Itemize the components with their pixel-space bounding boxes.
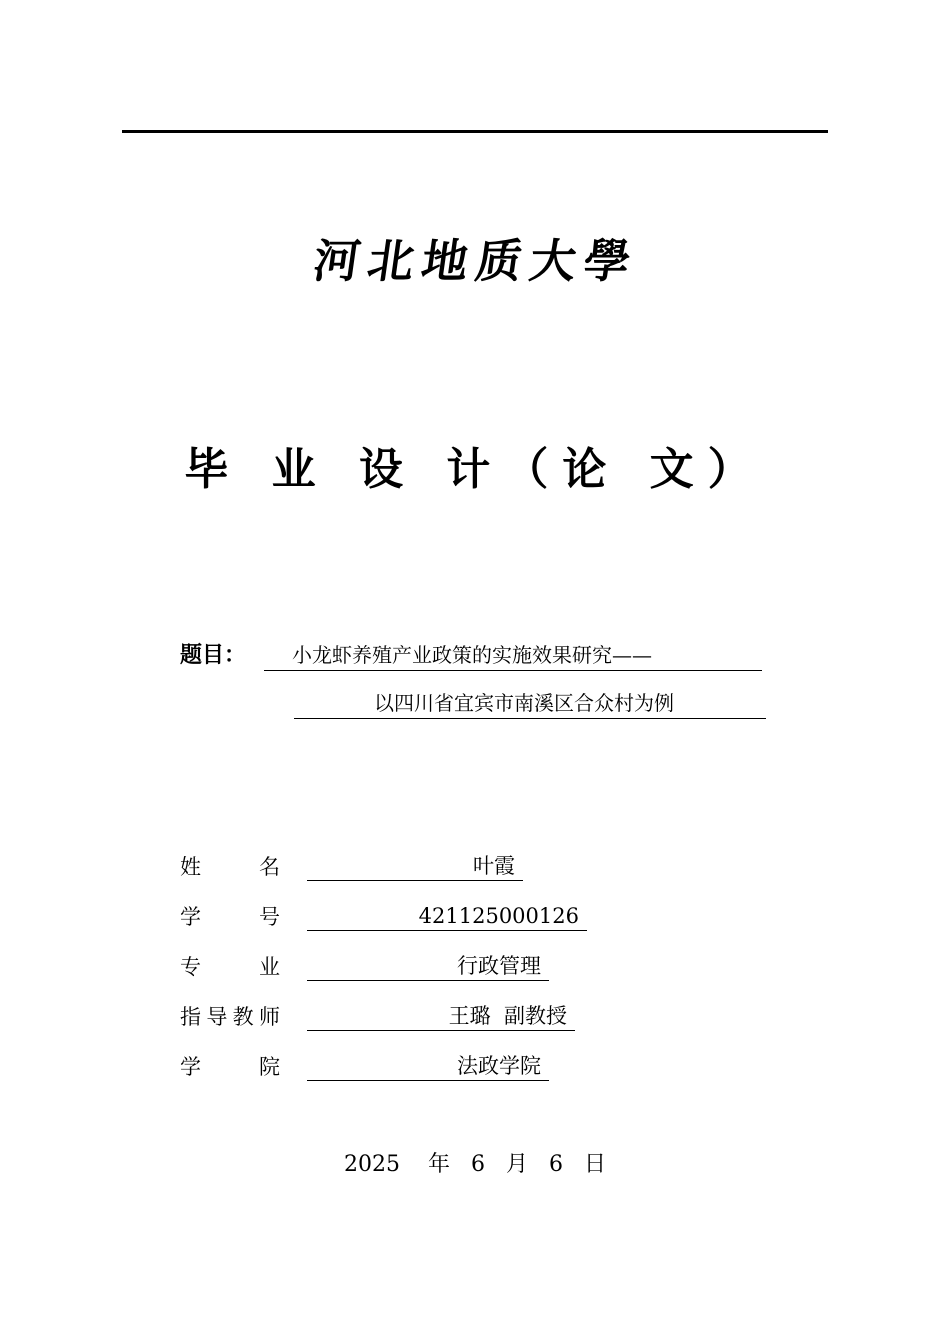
- date-year: 2025: [344, 1152, 401, 1177]
- advisor-value: 王璐 副教授: [307, 1002, 575, 1031]
- major-label-text: 专业: [180, 955, 280, 979]
- thesis-title: 毕 业 设 计（论 文）: [184, 444, 766, 495]
- student-id-label-text: 学号: [180, 905, 280, 929]
- college-label: [180, 1052, 280, 1082]
- student-id-label: [180, 902, 280, 932]
- topic-line-1: 小龙虾养殖产业政策的实施效果研究——: [264, 640, 762, 671]
- college-label-text: 学院: [180, 1055, 280, 1079]
- name-label: [180, 852, 280, 882]
- date-month: 6: [471, 1152, 485, 1177]
- major-label: [180, 952, 280, 982]
- top-rule: [122, 130, 828, 133]
- date-day-unit: 日: [583, 1152, 606, 1177]
- major-value: 行政管理: [307, 952, 549, 981]
- university-logo: [298, 228, 654, 294]
- date-day: 6: [548, 1152, 563, 1177]
- date-line: [300, 1150, 650, 1180]
- advisor-label: [180, 1002, 280, 1032]
- name-value: 叶霞: [307, 852, 523, 881]
- advisor-label-text: 指导教师: [180, 1005, 280, 1029]
- date-month-unit: 月: [505, 1152, 528, 1177]
- university-logo-text: 河北地质大學: [310, 234, 642, 288]
- college-value: 法政学院: [307, 1052, 549, 1081]
- topic-label: 题目：: [180, 643, 247, 668]
- student-id-value: 421125000126: [307, 902, 587, 931]
- date-year-unit: 年: [428, 1152, 451, 1177]
- topic-line-2: 以四川省宜宾市南溪区合众村为例: [294, 688, 766, 719]
- name-label-text: 姓名: [180, 855, 280, 879]
